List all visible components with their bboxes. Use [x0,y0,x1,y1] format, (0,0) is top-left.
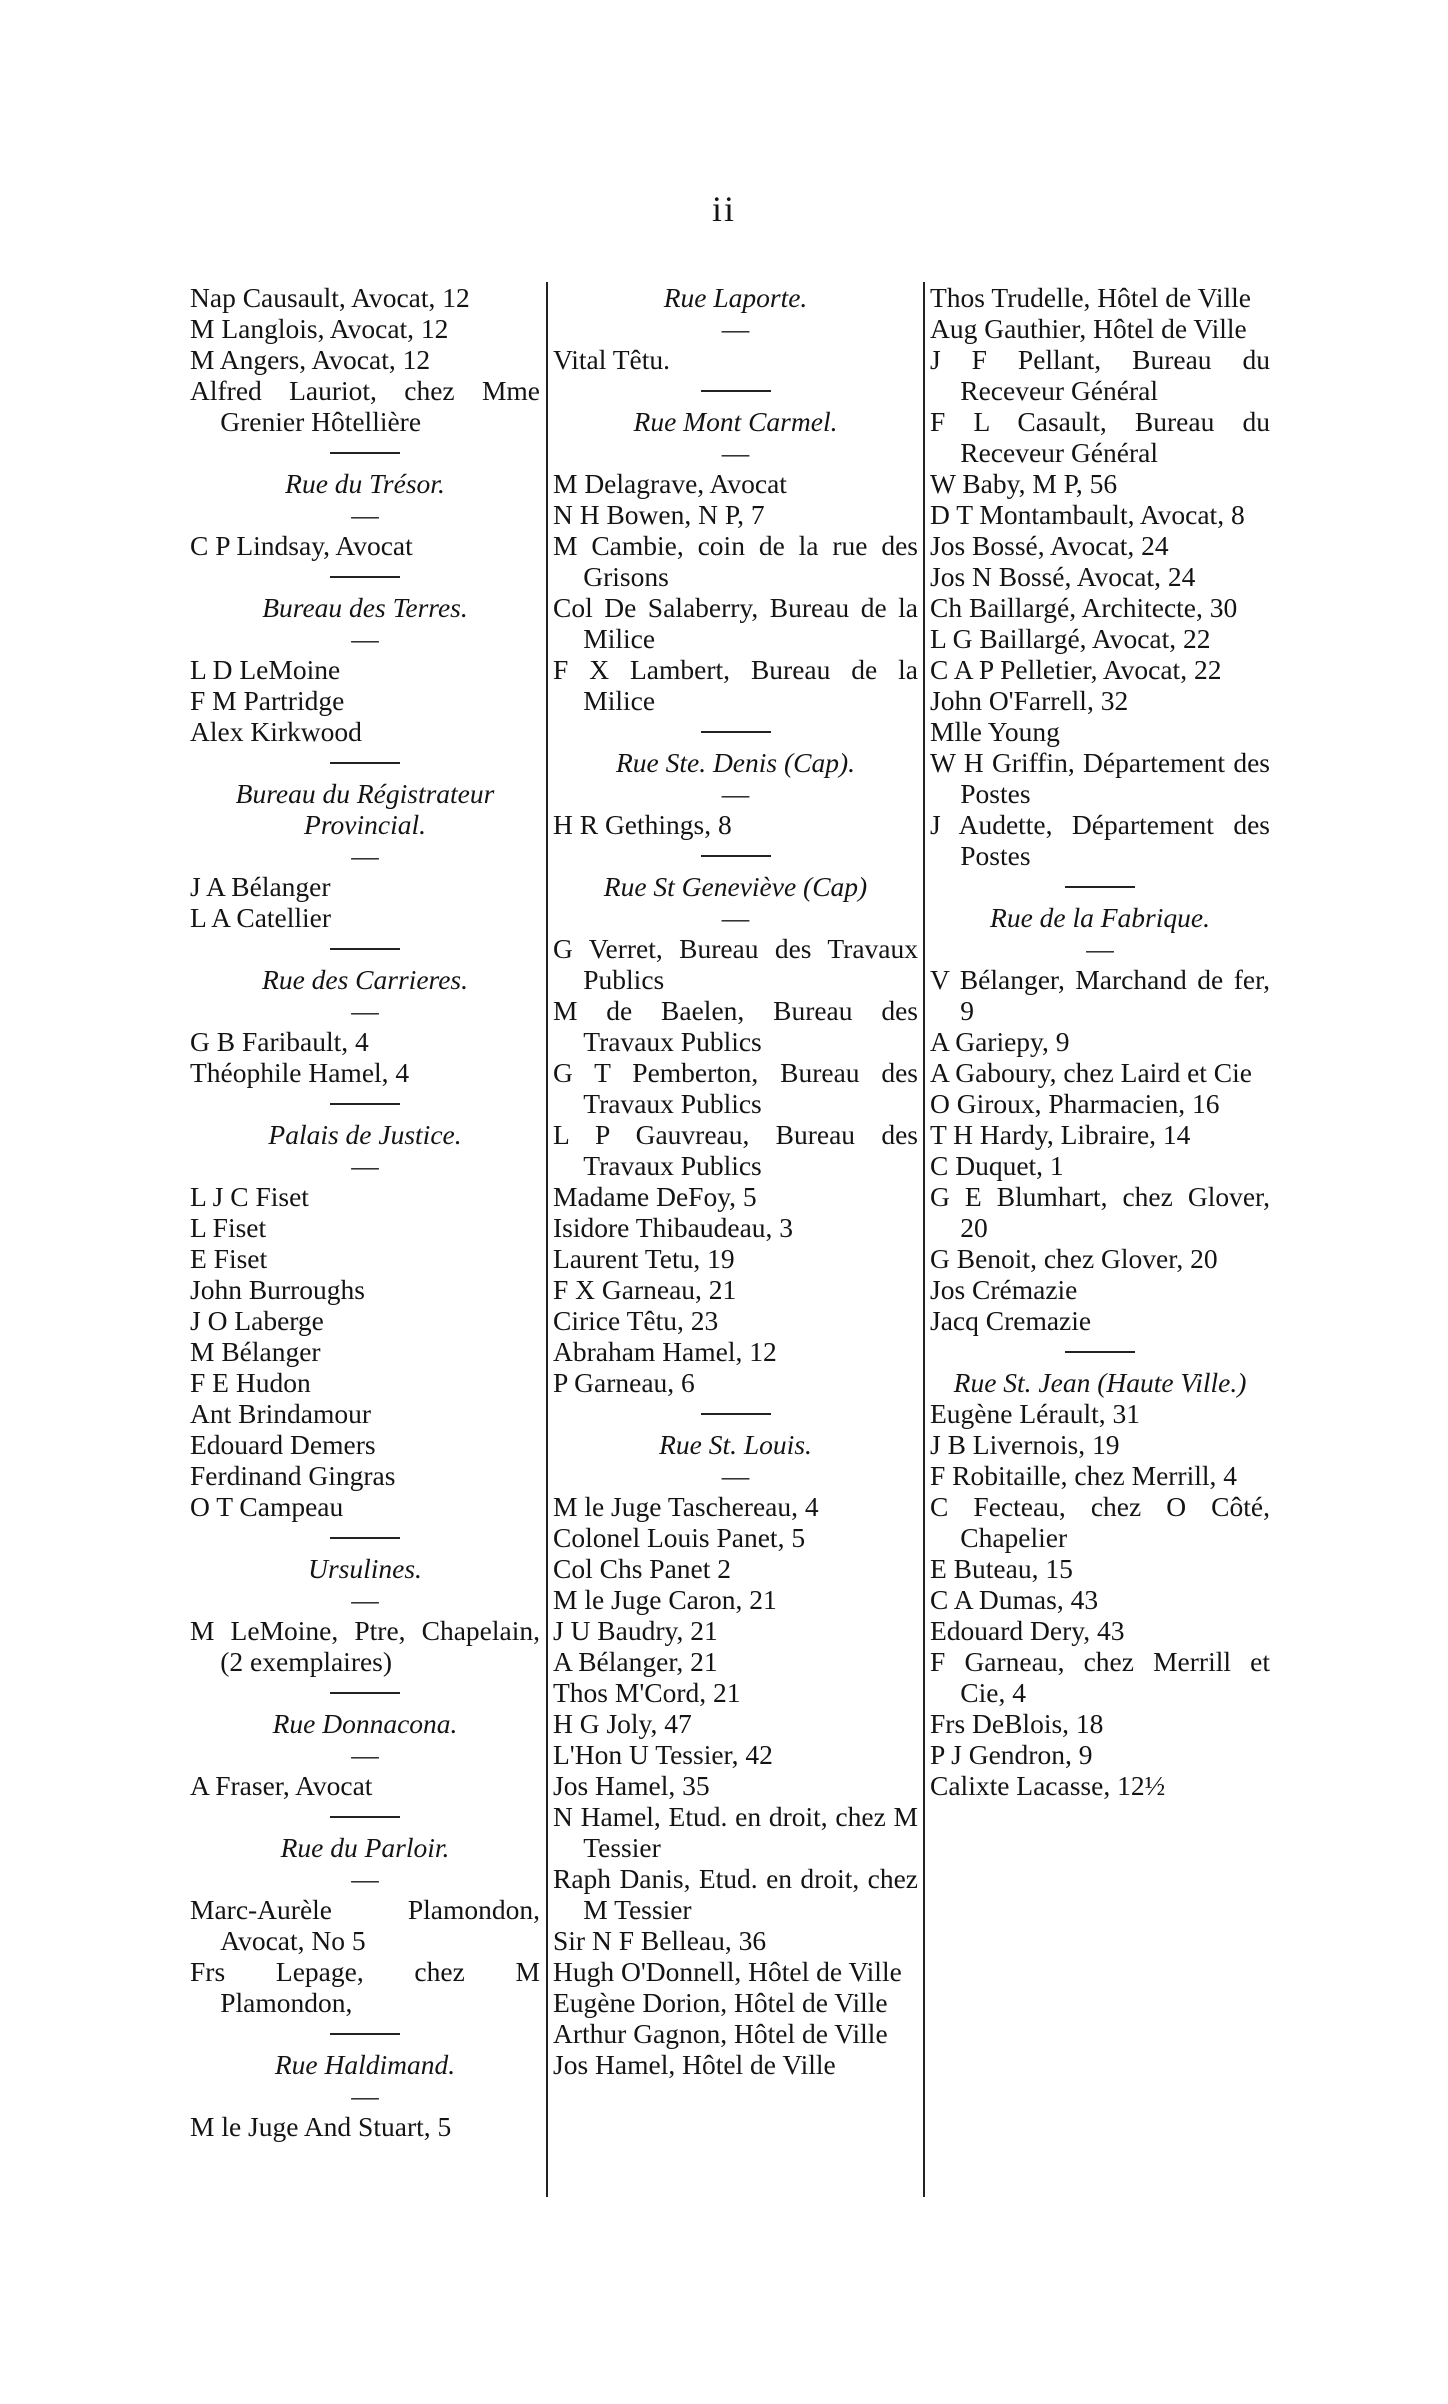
subscriber-entry: F M Partridge [190,685,345,716]
column-divider [546,282,548,2197]
subscriber-entry: Raph Danis, Etud. en droit, chez M Tessier [553,1863,918,1925]
subscriber-entry: M Langlois, Avocat, 12 [190,313,449,344]
subscriber-entry: Jos Hamel, Hôtel de Ville [553,2049,836,2080]
section-separator [190,1677,540,1708]
subscriber-entry: Mlle Young [930,716,1060,747]
subscriber-entry: Thos Trudelle, Hôtel de Ville [930,282,1251,313]
section-heading: Bureau des Terres. [262,592,468,623]
subscriber-entry: F L Casault, Bureau du Receveur Général [930,406,1270,468]
section-separator [190,1801,540,1832]
subscriber-entry: Edouard Dery, 43 [930,1615,1125,1646]
subscriber-entry: N H Bowen, N P, 7 [553,499,765,530]
subscriber-entry: V Bélanger, Marchand de fer, 9 [930,964,1270,1026]
subscriber-entry: M le Juge Caron, 21 [553,1584,777,1615]
dash-separator [190,2080,540,2111]
subscriber-entry: W Baby, M P, 56 [930,468,1118,499]
subscriber-entry: Jacq Cremazie [930,1305,1092,1336]
section-separator [553,840,918,871]
subscriber-entry: Eugène Lérault, 31 [930,1398,1140,1429]
column-divider [923,282,925,2197]
subscriber-entry: A Gaboury, chez Laird et Cie [930,1057,1252,1088]
section-heading: Rue du Parloir. [280,1832,450,1863]
subscriber-entry: M Angers, Avocat, 12 [190,344,431,375]
dash-separator [190,840,540,871]
dash-separator [553,778,918,809]
subscriber-entry: L Fiset [190,1212,267,1243]
section-heading: Ursulines. [308,1553,422,1584]
section-separator [190,1522,540,1553]
subscriber-entry: Laurent Tetu, 19 [553,1243,735,1274]
subscriber-entry: A Gariepy, 9 [930,1026,1070,1057]
subscriber-entry: P J Gendron, 9 [930,1739,1093,1770]
section-separator [190,933,540,964]
subscriber-entry: Théophile Hamel, 4 [190,1057,410,1088]
subscriber-entry: John Burroughs [190,1274,365,1305]
subscriber-entry: M de Baelen, Bureau des Travaux Publics [553,995,918,1057]
dash-separator [930,933,1270,964]
section-heading: Rue Mont Carmel. [633,406,838,437]
dash-separator [190,623,540,654]
subscriber-entry: F X Garneau, 21 [553,1274,737,1305]
section-heading: Rue St Geneviève (Cap) [603,871,868,902]
section-heading: Palais de Justice. [268,1119,462,1150]
subscriber-entry: O T Campeau [190,1491,344,1522]
subscriber-entry: Frs DeBlois, 18 [930,1708,1104,1739]
subscriber-entry: M Bélanger [190,1336,321,1367]
subscriber-entry: John O'Farrell, 32 [930,685,1129,716]
page-number: ii [711,189,736,229]
subscriber-entry: J F Pellant, Bureau du Receveur Général [930,344,1270,406]
dash-separator [190,499,540,530]
subscriber-entry: D T Montambault, Avocat, 8 [930,499,1245,530]
subscriber-entry: J Audette, Département des Postes [930,809,1270,871]
section-heading: Rue St. Jean (Haute Ville.) [953,1367,1247,1398]
subscriber-entry: Colonel Louis Panet, 5 [553,1522,806,1553]
subscriber-entry: C A Dumas, 43 [930,1584,1099,1615]
subscriber-entry: G E Blumhart, chez Glover, 20 [930,1181,1270,1243]
subscriber-entry: M Delagrave, Avocat [553,468,787,499]
subscriber-entry: F Garneau, chez Merrill et Cie, 4 [930,1646,1270,1708]
subscriber-entry: L J C Fiset [190,1181,309,1212]
subscriber-entry: L G Baillargé, Avocat, 22 [930,623,1211,654]
subscriber-entry: Hugh O'Donnell, Hôtel de Ville [553,1956,902,1987]
subscriber-entry: A Fraser, Avocat [190,1770,373,1801]
subscriber-entry: J B Livernois, 19 [930,1429,1120,1460]
subscriber-entry: L'Hon U Tessier, 42 [553,1739,773,1770]
subscriber-entry: Frs Lepage, chez M Plamondon, [190,1956,540,2018]
subscriber-entry: Eugène Dorion, Hôtel de Ville [553,1987,888,2018]
subscriber-entry: G Benoit, chez Glover, 20 [930,1243,1218,1274]
subscriber-list [190,282,1270,2197]
subscriber-entry: G Verret, Bureau des Travaux Publics [553,933,918,995]
subscriber-entry: Col De Salaberry, Bureau de la Milice [553,592,918,654]
subscriber-entry: L P Gauvreau, Bureau des Travaux Publics [553,1119,918,1181]
dash-separator [190,1150,540,1181]
section-separator [190,2018,540,2049]
section-separator [930,871,1270,902]
section-heading: Rue du Trésor. [285,468,445,499]
dash-separator [553,437,918,468]
subscriber-entry: Edouard Demers [190,1429,376,1460]
subscriber-entry: Alex Kirkwood [190,716,362,747]
section-heading: Rue Ste. Denis (Cap). [615,747,856,778]
subscriber-entry: F Robitaille, chez Merrill, 4 [930,1460,1238,1491]
dash-separator [190,1863,540,1894]
subscriber-entry: J O Laberge [190,1305,324,1336]
subscriber-entry: C P Lindsay, Avocat [190,530,413,561]
column-middle [553,282,918,2197]
subscriber-entry: M Cambie, coin de la rue des Grisons [553,530,918,592]
subscriber-entry: Thos M'Cord, 21 [553,1677,741,1708]
subscriber-entry: O Giroux, Pharmacien, 16 [930,1088,1220,1119]
subscriber-entry: Cirice Têtu, 23 [553,1305,719,1336]
dash-separator [553,1460,918,1491]
subscriber-entry: Jos Crémazie [930,1274,1078,1305]
subscriber-entry: W H Griffin, Département des Postes [930,747,1270,809]
column-left [190,282,540,2197]
dash-separator [553,902,918,933]
dash-separator [190,1584,540,1615]
subscriber-entry: Abraham Hamel, 12 [553,1336,777,1367]
subscriber-entry: Madame DeFoy, 5 [553,1181,757,1212]
subscriber-entry: M le Juge Taschereau, 4 [553,1491,819,1522]
subscriber-entry: Aug Gauthier, Hôtel de Ville [930,313,1247,344]
subscriber-entry: Ferdinand Gingras [190,1460,396,1491]
section-heading: Rue des Carrieres. [262,964,468,995]
subscriber-entry: J U Baudry, 21 [553,1615,718,1646]
section-heading: Rue de la Fabrique. [990,902,1210,933]
dash-separator [190,995,540,1026]
subscriber-entry: N Hamel, Etud. en droit, chez M Tessier [553,1801,918,1863]
section-heading: Rue Laporte. [663,282,808,313]
section-separator [553,1398,918,1429]
subscriber-entry: Col Chs Panet 2 [553,1553,731,1584]
subscriber-entry: L A Catellier [190,902,332,933]
subscriber-entry: H R Gethings, 8 [553,809,732,840]
subscriber-entry: M LeMoine, Ptre, Chapelain, (2 exemplaires) [190,1615,540,1677]
subscriber-entry: H G Joly, 47 [553,1708,692,1739]
section-separator [930,1336,1270,1367]
subscriber-entry: T H Hardy, Libraire, 14 [930,1119,1191,1150]
subscriber-entry: Jos Hamel, 35 [553,1770,710,1801]
dash-separator [553,313,918,344]
subscriber-entry: C A P Pelletier, Avocat, 22 [930,654,1222,685]
section-heading: Bureau du Régistrateur Provincial. [235,778,495,840]
subscriber-entry: Vital Têtu. [553,344,670,375]
subscriber-entry: G B Faribault, 4 [190,1026,369,1057]
subscriber-entry: C Duquet, 1 [930,1150,1064,1181]
section-heading: Rue Haldimand. [274,2049,456,2080]
subscriber-entry: Arthur Gagnon, Hôtel de Ville [553,2018,888,2049]
subscriber-entry: E Buteau, 15 [930,1553,1073,1584]
subscriber-entry: Alfred Lauriot, chez Mme Grenier Hôtellière [190,375,540,437]
subscriber-entry: Calixte Lacasse, 12½ [930,1770,1166,1801]
subscriber-entry: Ant Brindamour [190,1398,372,1429]
subscriber-entry: Isidore Thibaudeau, 3 [553,1212,794,1243]
subscriber-entry: G T Pemberton, Bureau des Travaux Publics [553,1057,918,1119]
section-separator [553,375,918,406]
section-separator [190,561,540,592]
subscriber-entry: Jos N Bossé, Avocat, 24 [930,561,1196,592]
subscriber-entry: E Fiset [190,1243,268,1274]
subscriber-entry: Jos Bossé, Avocat, 24 [930,530,1169,561]
column-right [930,282,1270,2197]
section-separator [190,437,540,468]
subscriber-entry: F X Lambert, Bureau de la Milice [553,654,918,716]
subscriber-entry: Sir N F Belleau, 36 [553,1925,767,1956]
subscriber-entry: Nap Causault, Avocat, 12 [190,282,470,313]
subscriber-entry: F E Hudon [190,1367,311,1398]
section-heading: Rue St. Louis. [659,1429,812,1460]
section-heading: Rue Donnacona. [272,1708,458,1739]
subscriber-entry: Ch Baillargé, Architecte, 30 [930,592,1238,623]
subscriber-entry: A Bélanger, 21 [553,1646,718,1677]
section-separator [190,747,540,778]
subscriber-entry: L D LeMoine [190,654,341,685]
subscriber-entry: Marc-Aurèle Plamondon, Avocat, No 5 [190,1894,540,1956]
section-separator [553,716,918,747]
dash-separator [190,1739,540,1770]
section-separator [190,1088,540,1119]
subscriber-entry: C Fecteau, chez O Côté, Chapelier [930,1491,1270,1553]
subscriber-entry: P Garneau, 6 [553,1367,695,1398]
subscriber-entry: J A Bélanger [190,871,331,902]
subscriber-entry: M le Juge And Stuart, 5 [190,2111,452,2142]
